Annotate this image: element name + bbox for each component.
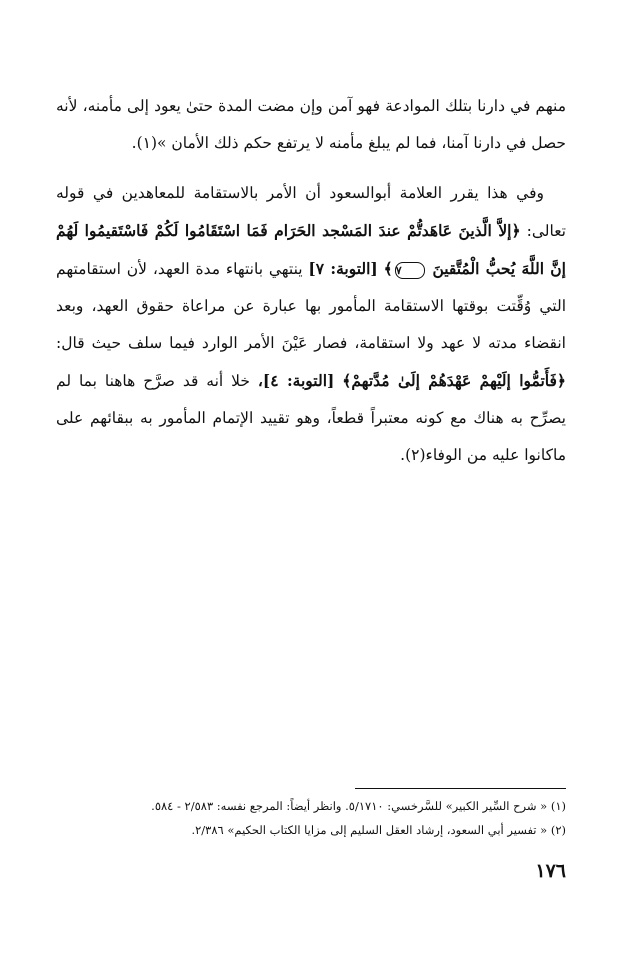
quran-verse-1: ﴿إلاَّ الَّذينَ عَاهَدتُّمْ عندَ المَسْجد الحَرَام فَمَا اسْتَقَامُوا لَكُمْ فَاسْتَقيمُوا لَهُمْ إنَّ اللَّهَ يُحبُّ الْمُتَّقينَ (56, 221, 566, 278)
footnote-1: (١) « شرح السِّير الكبير» للسَّرخسي: ٥/١٧١٠. وانظر أيضاً: المرجع نفسه: ٢/٥٨٣ - ٥٨٤. (151, 799, 566, 813)
quran-reference-2: [التوبة: ٤]، (257, 371, 335, 390)
footnote-2: (٢) « تفسير أبي السعود، إرشاد العقل السليم إلى مزايا الكتاب الحكيم» ٢/٣٨٦. (191, 823, 566, 837)
verse-number-badge: ٧ (395, 262, 425, 279)
page-number: ١٧٦ (535, 860, 566, 882)
quran-verse-2: ﴿فَأَتمُّوا إلَيْهمْ عَهْدَهُمْ إلَىٰ مُدَّتهمْ﴾ (342, 371, 567, 390)
footnote-divider (355, 788, 566, 789)
paragraph-1: منهم في دارنا بتلك الموادعة فهو آمن وإن مضت المدة حتىٰ يعود إلى مأمنه، لأنه حصل في دارنا آمنا، فما لم يبلغ مأمنه لا يرتفع حكم ذلك الأمان »(١). (56, 97, 566, 152)
quran-verse-1-close: ﴾ (383, 259, 393, 278)
footnotes (56, 794, 566, 842)
main-text (56, 88, 566, 474)
paragraph-2-middle: ينتهي بانتهاء مدة العهد، لأن استقامتهم التي وُقِّتت بوقتها الاستقامة المأمور بها عبارة عن مراعاة حقوق العهد، وبعد انقضاء مدته لا عهد ولا استقامة، فصار عَيْنَ الأمر الوارد فيما سلف حيث قال: (56, 260, 566, 352)
paragraph-2 (56, 175, 566, 474)
paragraph-2-intro: وفي هذا يقرر العلامة أبوالسعود أن الأمر بالاستقامة للمعاهدين في قوله تعالى: (56, 184, 566, 240)
quran-reference-1: [التوبة: ٧] (308, 259, 378, 278)
paragraph-2-end: خلا أنه قد صرَّح هاهنا بما لم يصرِّح به هناك مع كونه معتبراً قطعاً، وهو تقييد الإتمام المأمور به ببقائهم على ماكانوا عليه من الوفاء(٢). (56, 372, 566, 464)
